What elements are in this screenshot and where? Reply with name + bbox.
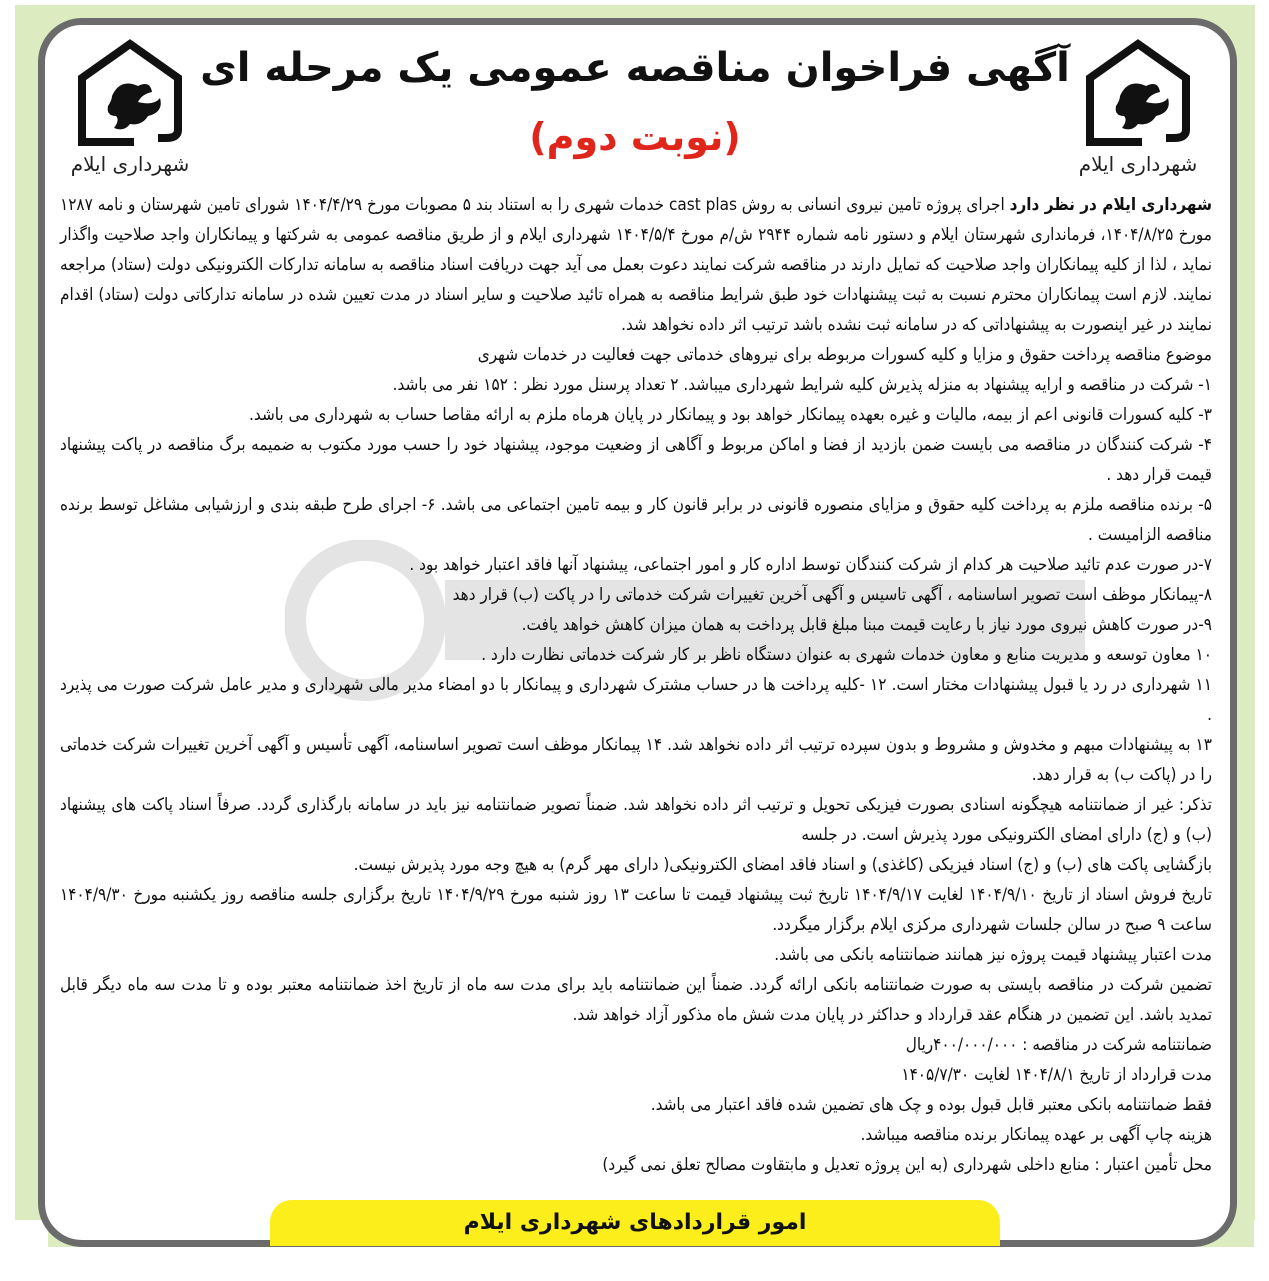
logo-caption: شهرداری ایلام bbox=[1078, 152, 1198, 176]
house-emblem-icon bbox=[1082, 38, 1194, 150]
notice-body-area bbox=[60, 190, 1212, 1196]
notice-paragraph: ۱۳ به پیشنهادات مبهم و مخدوش و مشروط و بدون سپرده ترتیب اثر داده نخواهد شد. ۱۴ پیمانکار موظف است تصویر اساسنامه، آگهی تأسیس و آگهی آخرین تغییرات شرکت خدماتی را در (پاکت ب) به قرار دهد. bbox=[60, 735, 1212, 785]
notice-paragraph: ۱- شرکت در مناقصه و ارایه پیشنهاد به منزله پذیرش کلیه شرایط شهرداری میباشد. ۲ تعداد پرسنل مورد نظر : ۱۵۲ نفر می باشد. bbox=[392, 375, 1212, 395]
notice-paragraph: ۱۰ معاون توسعه و مدیریت منابع و معاون خدمات شهری به عنوان دستگاه ناظر بر کار شرکت خدماتی نظارت دارد . bbox=[481, 645, 1212, 665]
notice-paragraph: ۳- کلیه کسورات قانونی اعم از بیمه، مالیات و غیره بعهده پیمانکار خواهد بود و پیمانکار در پایان هرماه ملزم به ارائه مقاصا حساب به شهرداری می باشد. bbox=[249, 405, 1212, 425]
notice-paragraph: تذکر: غیر از ضمانتنامه هیچگونه اسنادی بصورت فیزیکی تحویل و ترتیب اثر داده نخواهد شد. ضمناً تصویر ضمانتنامه نیز باید در سامانه بارگذاری گردد. صرفاً اسناد پاکت های پیشنهاد (ب) و (ج) دارای امضای الکترونیکی مورد پذیرش است. در جلسه bbox=[60, 795, 1212, 845]
house-emblem-icon bbox=[74, 38, 186, 150]
notice-paragraph: بازگشایی پاکت های (ب) و (ج) اسناد فیزیکی (کاغذی) و اسناد فاقد امضای الکترونیکی( دارای مهر گرم) به هیچ وجه مورد پذیرش نیست. bbox=[353, 855, 1213, 875]
notice-paragraph: ۸-پیمانکار موظف است تصویر اساسنامه ، آگهی تاسیس و آگهی آخرین تغییرات شرکت خدماتی را در پاکت (ب) قرار دهد bbox=[452, 585, 1212, 605]
intro-text: اجرای پروژه تامین نیروی انسانی به روش cast plas خدمات شهری را به استناد بند ۵ مصوبات مورخ ۱۴۰۴/۴/۲۹ شورای تامین شهرستان و نامه ۱۲۸۷ مورخ ۱۴۰۴/۸/۲۵، فرمانداری شهرستان ایلام و دستور نامه شماره ۲۹۴۴ ش/م مورخ ۱۴۰۴/۵/۴ شهرداری ایلام و از طریق مناقصه عمومی به شرکتها و پیمانکاران واجد صلاحیت واگذار نماید ، لذا از کلیه پیمانکاران واجد صلاحیت که تمایل دارند در مناقصه شرکت نمایند دعوت بعمل می آید جهت دریافت اسناد مناقصه به سامانه تدارکات الکترونیکی دولت (ستاد) مراجعه نمایند. لازم است پیمانکاران محترم نسبت به ثبت پیشنهادات خود طبق شرایط مناقصه به همراه تائید صلاحیت و سایر اسناد در مدت تعیین شده در سامانه تدارکاتی دولت (ستاد) اقدام نمایند در غیر اینصورت به پیشنهاداتی که در سامانه ثبت نشده باشد ترتیب اثر داده نخواهد شد. bbox=[60, 195, 1212, 335]
municipality-logo-right bbox=[1078, 38, 1198, 176]
footer-banner: امور قراردادهای شهرداری ایلام bbox=[270, 1200, 1000, 1246]
notice-body bbox=[60, 190, 1212, 1180]
logo-caption: شهرداری ایلام bbox=[70, 152, 190, 176]
notice-paragraph: تاریخ فروش اسناد از تاریخ ۱۴۰۴/۹/۱۰ لغایت ۱۴۰۴/۹/۱۷ تاریخ ثبت پیشنهاد قیمت تا ساعت ۱۳ روز شنبه مورخ ۱۴۰۴/۹/۲۹ تاریخ برگزاری جلسه مناقصه روز یکشنبه مورخ ۱۴۰۴/۹/۳۰ ساعت ۹ صبح در سالن جلسات شهرداری مرکزی ایلام برگزار میگردد. bbox=[60, 885, 1213, 935]
notice-paragraph: ۷-در صورت عدم تائید صلاحیت هر کدام از شرکت کنندگان توسط اداره کار و امور اجتماعی، پیشنهاد آنها فاقد اعتبار خواهد بود . bbox=[409, 555, 1212, 575]
notice-paragraph: موضوع مناقصه پرداخت حقوق و مزایا و کلیه کسورات مربوطه برای نیروهای خدماتی جهت فعالیت در خدمات شهری bbox=[477, 345, 1212, 365]
notice-paragraph: ۹-در صورت کاهش نیروی مورد نیاز با رعایت قیمت مبنا مبلغ قابل پرداخت به همان میزان کاهش خواهد یافت. bbox=[521, 615, 1212, 635]
notice-paragraph: ضمانتنامه شرکت در مناقصه : ۴۰۰/۰۰۰/۰۰۰ریال bbox=[905, 1035, 1212, 1055]
notice-paragraph: محل تأمین اعتبار : منابع داخلی شهرداری (به این پروژه تعدیل و مابتقاوت مصالح تعلق نمی گیرد) bbox=[602, 1155, 1212, 1175]
conditions-list bbox=[60, 340, 1212, 1180]
notice-paragraph: فقط ضمانتنامه بانکی معتبر قابل قبول بوده و چک های تضمین شده فاقد اعتبار می باشد. bbox=[650, 1095, 1212, 1115]
notice-round: (نوبت دوم) bbox=[529, 115, 741, 159]
notice-paragraph: ۱۱ شهرداری در رد یا قبول پیشنهادات مختار است. ۱۲ -کلیه پرداخت ها در حساب مشترک شهرداری و پیمانکار با دو امضاء مدیر مالی شهرداری و مدیر عامل شرکت صورت می پذیرد . bbox=[60, 675, 1212, 725]
notice-paragraph: مدت قرارداد از تاریخ ۱۴۰۴/۸/۱ لغایت ۱۴۰۵/۷/۳۰ bbox=[901, 1065, 1212, 1085]
notice-paragraph: ۴- شرکت کنندگان در مناقصه می بایست ضمن بازدید از فضا و اماکن مربوط و آگاهی از وضعیت موجود، پیشنهاد خود را حسب مورد مکتوب به ضمیمه برگ مناقصه در پاکت پیشنهاد قیمت قرار دهد . bbox=[60, 435, 1212, 485]
notice-paragraph: تضمین شرکت در مناقصه بایستی به صورت ضمانتنامه بانکی ارائه گردد. ضمناً این ضمانتنامه باید برای مدت سه ماه از تاریخ اخذ ضمانتنامه معتبر بوده و تا مدت سه ماه دیگر قابل تمدید باشد. این تضمین در هنگام عقد قرارداد و حداکثر در پایان مدت شش ماه مذکور آزاد خواهد شد. bbox=[60, 975, 1212, 1025]
notice-paragraph: هزینه چاپ آگهی بر عهده پیمانکار برنده مناقصه میباشد. bbox=[860, 1125, 1212, 1145]
intro-bold: شهرداری ایلام در نظر دارد bbox=[1009, 195, 1213, 215]
notice-paragraph: ۵- برنده مناقصه ملزم به پرداخت کلیه حقوق و مزایای منصوره قانونی در برابر قانون کار و بیمه تامین اجتماعی می باشد. ۶- اجرای طرح طبقه بندی و ارزشیابی مشاغل توسط برنده مناقصه الزامیست . bbox=[60, 495, 1212, 545]
notice-paragraph: مدت اعتبار پیشنهاد قیمت پروژه نیز همانند ضمانتنامه بانکی می باشد. bbox=[774, 945, 1212, 965]
municipality-logo-left bbox=[70, 38, 190, 176]
intro-paragraph bbox=[60, 190, 1212, 340]
notice-title: آگهی فراخوان مناقصه عمومی یک مرحله ای bbox=[200, 45, 1070, 91]
